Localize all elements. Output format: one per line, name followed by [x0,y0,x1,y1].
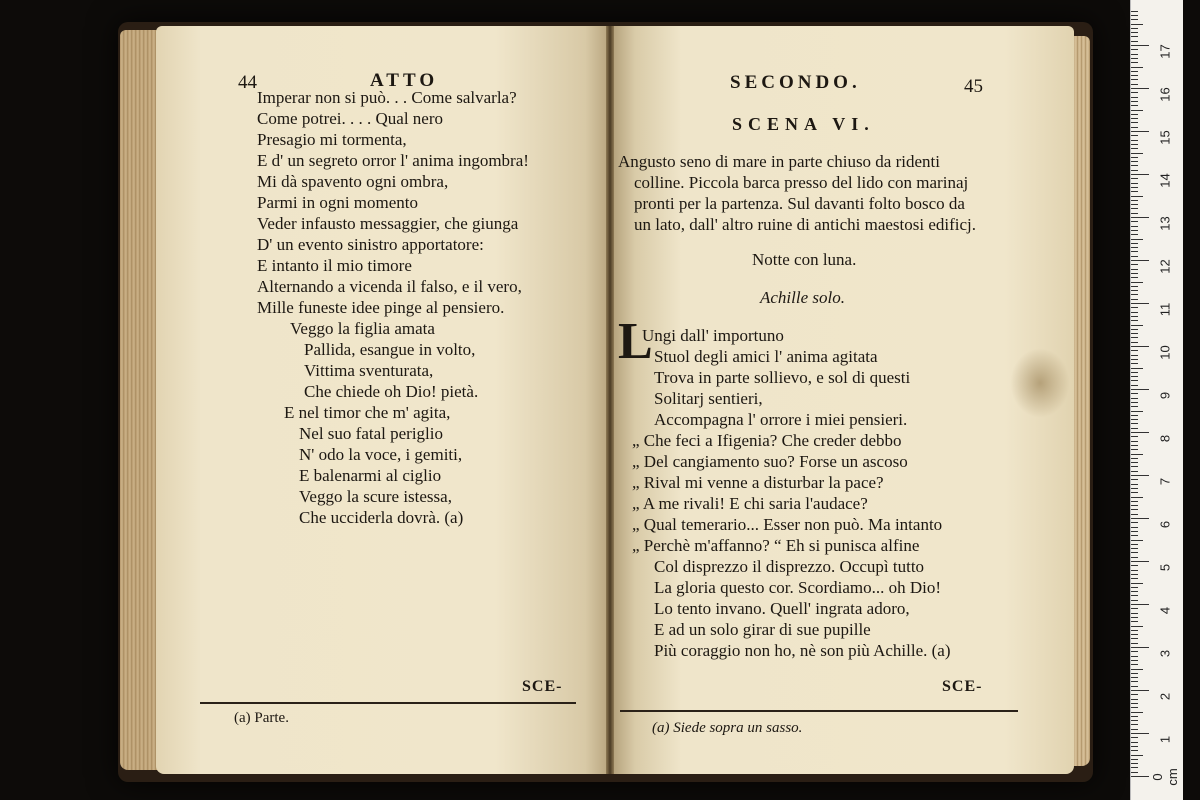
ruler-tick [1131,247,1138,248]
ruler-tick [1131,217,1149,218]
ruler-tick [1131,634,1138,635]
verse-line: E balenarmi al ciglio [299,466,442,485]
ruler-tick [1131,58,1138,59]
ruler-tick [1131,772,1138,773]
ruler-tick [1131,290,1138,291]
running-head-left: ATTO [370,70,439,91]
ruler-tick [1131,574,1138,575]
ruler-tick [1131,608,1138,609]
ruler-tick [1131,385,1138,386]
ruler-tick [1131,127,1138,128]
verse-line: Mi dà spavento ogni ombra, [257,172,449,191]
ruler-tick [1131,660,1138,661]
ruler-tick [1131,522,1138,523]
ruler-tick [1131,604,1149,605]
ruler-tick [1131,724,1138,725]
ruler-tick [1131,329,1138,330]
verse-line: „ Perchè m'affanno? “ Eh si punisca alfine [632,536,920,555]
catchword-left: SCE- [522,678,563,695]
verse-line: „ Del cangiamento suo? Forse un ascoso [632,452,908,471]
ruler-tick [1131,514,1138,515]
ruler-tick [1131,226,1138,227]
ruler-mark: 9 [1157,391,1173,400]
ruler-tick [1131,389,1149,390]
ruler-tick [1131,380,1138,381]
ruler-tick [1131,376,1138,377]
ruler-tick [1131,393,1138,394]
ruler-tick [1131,372,1138,373]
verse-line: Mille funeste idee pinge al pensiero. [257,298,505,317]
verse-line: E intanto il mio timore [257,256,412,275]
ruler-tick [1131,402,1138,403]
ruler-mark: 5 [1157,563,1173,572]
ruler-tick [1131,441,1138,442]
ruler-mark: 8 [1157,434,1173,443]
verse-line: Come potrei. . . . Qual nero [257,109,444,128]
ruler-tick [1131,243,1138,244]
ruler-tick [1131,428,1138,429]
stage-direction-line: Angusto seno di mare in parte chiuso da ridenti [618,152,940,171]
ruler-tick [1131,613,1138,614]
verse-line: Trova in parte sollievo, e sol di questi [654,368,911,387]
ruler-tick [1131,140,1138,141]
ruler-tick [1131,759,1138,760]
page-number-right: 45 [964,76,983,97]
stage-direction-line: un lato, dall' altro ruine di antichi maestosi edificj. [634,215,977,234]
verse-line: „ A me rivali! E chi saria l'audace? [632,494,868,513]
ruler-unit-label: 0 cm [1150,768,1180,786]
ruler-tick [1131,501,1138,502]
ruler-tick [1131,342,1138,343]
ruler-tick [1131,19,1138,20]
ruler-tick [1131,617,1138,618]
ruler-mark: 12 [1157,259,1173,274]
ruler-tick [1131,544,1138,545]
ruler-tick [1131,363,1138,364]
verse-line: Veggo la scure istessa, [299,487,452,506]
ruler-tick [1131,118,1138,119]
verse-line: Lo tento invano. Quell' ingrata adoro, [654,599,910,618]
ruler-tick [1131,445,1138,446]
ruler-tick [1131,742,1138,743]
ruler-tick [1131,776,1149,777]
drop-cap: L [618,313,653,370]
ruler-tick [1131,303,1149,304]
ruler-tick [1131,260,1149,261]
ruler-tick [1131,105,1138,106]
ruler-tick [1131,651,1138,652]
ruler-tick [1131,712,1143,713]
verse-line: „ Che feci a Ifigenia? Che creder debbo [632,431,902,450]
measurement-ruler [1130,0,1183,800]
ruler-tick [1131,535,1138,536]
ruler-tick [1131,97,1138,98]
ruler-tick [1131,256,1138,257]
ruler-tick [1131,191,1138,192]
ruler-tick [1131,15,1138,16]
ruler-tick [1131,699,1138,700]
ruler-tick [1131,110,1143,111]
ruler-tick [1131,273,1138,274]
time-note: Notte con luna. [752,250,857,269]
ruler-tick [1131,595,1138,596]
ruler-mark: 6 [1157,520,1173,529]
ruler-tick [1131,565,1138,566]
ruler-tick [1131,286,1138,287]
ruler-tick [1131,54,1138,55]
ruler-tick [1131,67,1143,68]
ruler-tick [1131,45,1149,46]
ruler-tick [1131,251,1138,252]
ruler-tick [1131,767,1138,768]
ruler-tick [1131,471,1138,472]
ruler-tick [1131,591,1138,592]
ruler-tick [1131,484,1138,485]
ruler-tick [1131,325,1143,326]
verse-line: Accompagna l' orrore i miei pensieri. [654,410,908,429]
ruler-tick [1131,466,1138,467]
ruler-tick [1131,148,1138,149]
ruler-tick [1131,41,1138,42]
ruler-tick [1131,509,1138,510]
ruler-tick [1131,49,1138,50]
ruler-tick [1131,673,1138,674]
ruler-tick [1131,131,1149,132]
footnote-rule-right [620,710,1018,712]
verse-line: Stuol degli amici l' anima agitata [654,347,878,366]
verse-line: La gloria questo cor. Scordiamo... oh Dio! [654,578,942,597]
verse-line: Presagio mi tormenta, [257,130,407,149]
ruler-tick [1131,355,1138,356]
ruler-mark: 10 [1157,345,1173,360]
ruler-tick [1131,32,1138,33]
ruler-tick [1131,28,1138,29]
ruler-tick [1131,269,1138,270]
ruler-mark: 4 [1157,606,1173,615]
footnote-right: (a) Siede sopra un sasso. [652,720,803,736]
catchword-right: SCE- [942,678,983,695]
ruler-tick [1131,694,1138,695]
verse-line: Più coraggio non ho, nè son più Achille. (a) [654,641,951,660]
ruler-tick [1131,411,1143,412]
ruler-tick [1131,157,1138,158]
ruler-tick [1131,320,1138,321]
ruler-mark: 14 [1157,173,1173,188]
ruler-tick [1131,415,1138,416]
ruler-tick [1131,71,1138,72]
page-number-left: 44 [238,72,257,93]
ruler-tick [1131,299,1138,300]
verse-line: Col disprezzo il disprezzo. Occupì tutto [654,557,925,576]
ruler-tick [1131,681,1138,682]
ruler-tick [1131,178,1138,179]
ruler-tick [1131,454,1143,455]
ruler-tick [1131,643,1138,644]
verse-line: Veggo la figlia amata [290,319,435,338]
ruler-tick [1131,664,1138,665]
ruler-tick [1131,686,1138,687]
running-head-right: SECONDO. [730,72,861,93]
ruler-mark: 16 [1157,87,1173,102]
ruler-tick [1131,750,1138,751]
ruler-tick [1131,540,1143,541]
verse-line: D' un evento sinistro apportatore: [257,235,484,254]
ruler-tick [1131,174,1149,175]
ruler-tick [1131,75,1138,76]
ruler-tick [1131,196,1143,197]
ruler-tick [1131,505,1138,506]
ruler-tick [1131,630,1138,631]
verse-line: „ Qual temerario... Esser non può. Ma intanto [632,515,943,534]
verse-line: Parmi in ogni momento [257,193,419,212]
book-gutter [606,26,614,774]
verse-line: Che chiede oh Dio! pietà. [304,382,479,401]
ruler-tick [1131,204,1138,205]
ruler-tick [1131,755,1143,756]
ruler-tick [1131,398,1138,399]
ruler-tick [1131,114,1138,115]
ruler-tick [1131,746,1138,747]
ruler-tick [1131,669,1143,670]
ruler-tick [1131,239,1143,240]
ruler-tick [1131,578,1138,579]
ruler-tick [1131,170,1138,171]
character-heading: Achille solo. [760,288,845,307]
verse-line: Imperar non si può. . . Come salvarla? [257,88,517,107]
ruler-mark: 11 [1157,302,1173,317]
ruler-tick [1131,187,1138,188]
ruler-tick [1131,368,1143,369]
ruler-tick [1131,264,1138,265]
verse-line: Alternando a vicenda il falso, e il vero, [257,277,522,296]
ruler-tick [1131,557,1138,558]
ruler-tick [1131,716,1138,717]
ruler-tick [1131,294,1138,295]
ruler-tick [1131,492,1138,493]
ruler-tick [1131,153,1143,154]
ruler-tick [1131,552,1138,553]
ruler-tick [1131,337,1138,338]
ruler-tick [1131,419,1138,420]
paper-stain [1010,348,1070,418]
verse-line: Nel suo fatal periglio [299,424,443,443]
ruler-tick [1131,531,1138,532]
verse-line: E d' un segreto orror l' anima ingombra! [257,151,529,170]
ruler-tick [1131,101,1138,102]
verse-line: E nel timor che m' agita, [284,403,451,422]
ruler-tick [1131,626,1143,627]
ruler-tick [1131,720,1138,721]
ruler-tick [1131,690,1149,691]
ruler-mark: 1 [1157,735,1173,744]
stage-direction-line: pronti per la partenza. Sul davanti folto bosco da [634,194,965,213]
ruler-tick [1131,462,1138,463]
ruler-mark: 7 [1157,477,1173,486]
ruler-tick [1131,359,1138,360]
ruler-tick [1131,583,1143,584]
ruler-tick [1131,436,1138,437]
ruler-tick [1131,84,1138,85]
verse-line: E ad un solo girar di sue pupille [654,620,871,639]
verse-line: Pallida, esangue in volto, [304,340,476,359]
ruler-tick [1131,36,1138,37]
ruler-tick [1131,703,1138,704]
ruler-tick [1131,221,1138,222]
ruler-tick [1131,518,1149,519]
verse-line: Vittima sventurata, [304,361,434,380]
ruler-tick [1131,213,1138,214]
verse-line: Veder infausto messaggier, che giunga [257,214,519,233]
ruler-tick [1131,234,1138,235]
ruler-tick [1131,282,1143,283]
ruler-tick [1131,587,1138,588]
ruler-tick [1131,527,1138,528]
ruler-tick [1131,677,1138,678]
left-page [156,26,608,774]
right-page [612,26,1074,774]
ruler-tick [1131,621,1138,622]
ruler-tick [1131,561,1149,562]
ruler-tick [1131,638,1138,639]
ruler-tick [1131,88,1149,89]
verse-line: Ungi dall' importuno [642,326,784,345]
ruler-tick [1131,432,1149,433]
ruler-tick [1131,92,1138,93]
ruler-tick [1131,406,1138,407]
ruler-tick [1131,165,1138,166]
ruler-mark: 2 [1157,692,1173,701]
ruler-tick [1131,497,1143,498]
ruler-mark: 17 [1157,44,1173,59]
ruler-tick [1131,277,1138,278]
ruler-tick [1131,200,1138,201]
ruler-tick [1131,62,1138,63]
ruler-tick [1131,763,1138,764]
ruler-tick [1131,479,1138,480]
ruler-tick [1131,729,1138,730]
stage-direction-line: colline. Piccola barca presso del lido con marinaj [634,173,969,192]
ruler-tick [1131,707,1138,708]
ruler-tick [1131,647,1149,648]
ruler-tick [1131,144,1138,145]
footnote-rule-left [200,702,576,704]
verse-line: Che ucciderla dovrà. (a) [299,508,464,527]
scene-title: SCENA VI. [732,114,875,134]
ruler-tick [1131,458,1138,459]
page-edges-left [120,30,160,770]
ruler-mark: 15 [1157,130,1173,145]
ruler-tick [1131,600,1138,601]
ruler-tick [1131,183,1138,184]
ruler-tick [1131,208,1138,209]
verse-line: Solitarj sentieri, [654,389,763,408]
ruler-tick [1131,737,1138,738]
ruler-tick [1131,475,1149,476]
ruler-tick [1131,733,1149,734]
ruler-tick [1131,307,1138,308]
ruler-tick [1131,656,1138,657]
ruler-tick [1131,11,1138,12]
verse-line: „ Rival mi venne a disturbar la pace? [632,473,884,492]
ruler-tick [1131,79,1138,80]
ruler-tick [1131,312,1138,313]
footnote-left: (a) Parte. [234,710,289,726]
ruler-tick [1131,346,1149,347]
ruler-tick [1131,548,1138,549]
ruler-tick [1131,333,1138,334]
ruler-tick [1131,449,1138,450]
ruler-tick [1131,350,1138,351]
ruler-tick [1131,230,1138,231]
ruler-mark: 3 [1157,649,1173,658]
ruler-tick [1131,488,1138,489]
verse-line: N' odo la voce, i gemiti, [299,445,463,464]
ruler-mark: 13 [1157,216,1173,231]
ruler-tick [1131,24,1143,25]
ruler-tick [1131,316,1138,317]
ruler-tick [1131,122,1138,123]
ruler-tick [1131,135,1138,136]
ruler-tick [1131,161,1138,162]
ruler-tick [1131,423,1138,424]
ruler-tick [1131,570,1138,571]
